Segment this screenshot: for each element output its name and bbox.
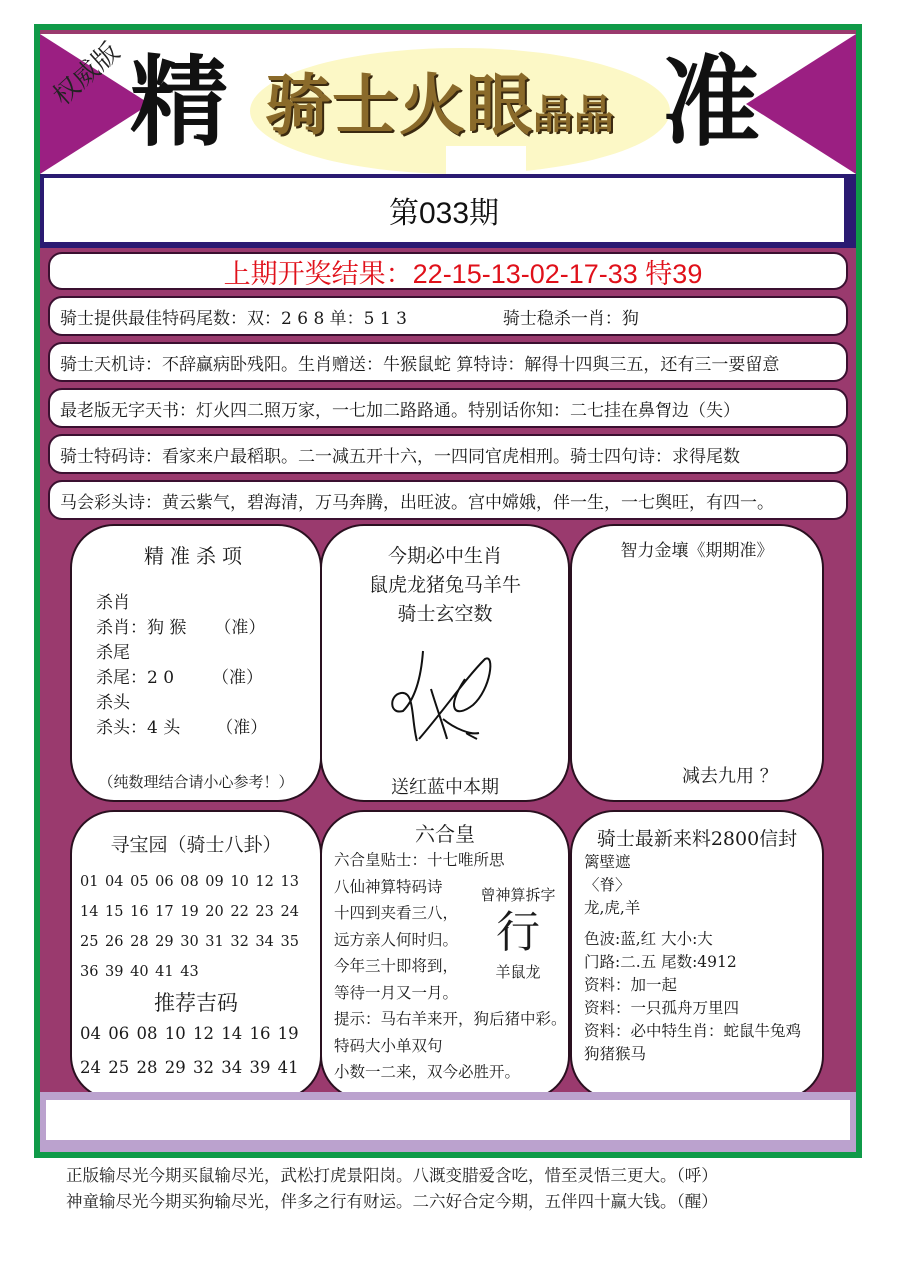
kill-item: 杀头 (96, 693, 130, 713)
wisdom-card-footer: 减去九用 ？ (682, 766, 778, 787)
kill-item: 杀肖 (96, 593, 130, 613)
poster-frame (34, 24, 862, 1158)
info-row-poem: 骑士天机诗：不辞赢病卧残阳。生肖赠送：牛猴鼠蛇 算特诗：解得十四與三五，还有三一要留意 (48, 342, 848, 382)
brand-main: 骑士火眼 (265, 66, 533, 144)
brand-title (265, 66, 615, 144)
bottom-line-2: 神童输尽光今期买狗输尽光，伴多之行有财运。二六好合定今期，五伴四十赢大钱。（醒） (66, 1192, 718, 1211)
treasure-card (70, 810, 322, 1100)
last-draw-result: 上期开奖结果：22-15-13-02-17-33 特39 (48, 252, 848, 290)
lucky-title: 推荐吉码 (154, 991, 238, 1015)
header-right-char: 准 (662, 46, 761, 160)
header-left-char: 精 (130, 46, 229, 160)
wisdom-card (570, 524, 824, 802)
info-row-jockey-club-poem: 马会彩头诗：黄云紫气，碧海清，万马奔腾，出旺波。宫中嫦娥，伴一生，一七舆旺，有四一。 (48, 480, 848, 520)
treasure-numbers: 01 04 05 06 08 09 10 12 13 14 15 16 17 19 20 22 23 24 25 26 28 29 30 31 32 34 35 36 39 40 41 43 (80, 874, 299, 980)
zodiac-lines (322, 542, 568, 629)
brand-small: 晶晶 (533, 91, 615, 138)
treasure-card-title: 寻宝园（骑士八卦） (110, 834, 282, 856)
edition-stamp: 权威版 (47, 37, 126, 112)
poster-panel (40, 30, 856, 1152)
envelope-card-title: 骑士最新来料2800信封 (596, 828, 798, 850)
info-row-heavenly-book: 最老版无字天书：灯火四二照万家，一七加二路路通。特别话你知：二七挂在鼻胷边（失） (48, 388, 848, 428)
bottom-line-1: 正版输尽光今期买鼠输尽光，武松打虎景阳岗。八溉变腊爱含吃，惜至灵悟三更大。（呼） (66, 1166, 718, 1185)
zodiac-card (320, 524, 570, 802)
kill-list (72, 591, 320, 741)
right-triangle-decoration (746, 34, 856, 174)
kill-card (70, 524, 322, 802)
issue-bar (40, 174, 856, 248)
zodiac-line: 今期必中生肖 (387, 545, 502, 567)
footer-blank-box (46, 1100, 850, 1140)
sure-kill-text: 骑士稳杀一肖：狗 (502, 308, 639, 329)
kill-item: 杀尾 (96, 643, 130, 663)
zodiac-footer: 送红蓝中本期 (391, 777, 499, 798)
kill-item: 杀尾：2 0 （准） (96, 668, 264, 688)
envelope-card (570, 810, 824, 1100)
footer-strip (40, 1092, 856, 1152)
info-row-special-poem: 骑士特码诗：看家来户最稻职。二一减五开十六，一四同官虎相刑。骑士四句诗：求得尾数 (48, 434, 848, 474)
zodiac-list: 鼠虎龙猪兔马羊牛 (368, 574, 521, 596)
kill-item: 杀头：4 头 （准） (96, 718, 268, 738)
info-row-tail-numbers (48, 296, 848, 336)
tail-numbers-text: 骑士提供最佳特码尾数：双：2 6 8 单：5 1 3 (60, 308, 407, 329)
envelope-lines: 篱壁遮 〈脊〉 龙,虎,羊 色波:蓝,红 大小:大 门路:二.五 尾数:4912 资料：加一起 资料：一只孤舟万里四 资料：必中特生肖：蛇鼠牛兔鸡 狗猪猴马 (584, 853, 802, 1063)
kill-item: 杀肖：狗 猴 （准） (96, 618, 266, 638)
liuhe-card-title: 六合皇 (415, 822, 475, 846)
kill-card-note: （纯数理结合请小心参考！） (98, 773, 294, 791)
liuhe-lines: 六合皇贴士：十七唯所思 八仙神算特码诗 十四到夹看三八， 远方亲人何时归。 今年三十即将到， 等待一月又一月。 提示：马右羊来开，狗后猪中彩。 特码大小单双句 小数一二来，双今必胜开。 (334, 851, 567, 1081)
bottom-poems (66, 1163, 718, 1215)
signature-icon (385, 649, 505, 745)
lucky-numbers: 04 06 08 10 12 14 16 19 24 25 28 29 32 34 39 41 (80, 1024, 299, 1077)
issue-number: 第033期 (44, 178, 844, 242)
character-split: 曾神算拆字 行 羊鼠龙 (480, 886, 556, 981)
kill-card-title: 精准杀项 (144, 544, 248, 568)
liuhe-card (320, 810, 570, 1100)
wisdom-card-title: 智力金壤《期期准》 (620, 541, 774, 561)
zodiac-line: 骑士玄空数 (397, 603, 493, 625)
header-banner (40, 34, 856, 174)
white-patch (446, 146, 526, 174)
